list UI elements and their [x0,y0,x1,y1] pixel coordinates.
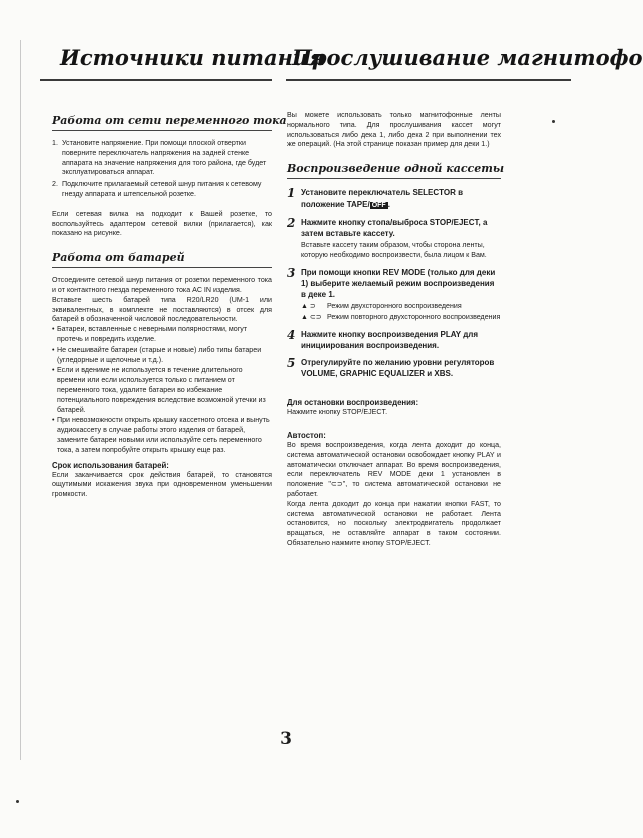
list-item: • Батареи, вставленные с неверными полярностями, могут протечь и повредить изделие. [52,325,272,345]
step-1 [287,187,501,211]
bullet-text: Не смешивайте батареи (старые и новые) либо типы батареи (угледорные и щелочные и т.д.). [57,345,262,364]
scan-speck [552,120,555,123]
battery-life-heading: Срок использования батарей: [52,460,169,470]
list-item: • Если и вдениме не используется в течение длительного времени или если используется только с питанием от переменного тока, удалите батареи во избежание потенциального повреждения вследствие возможной утечки из батарей. [52,366,272,415]
mode-row [301,302,501,312]
mode-label: Режим повторного двухсторонного воспроизведения [327,313,501,322]
step-heading: Отрегулируйте по желанию уровни регуляторов VOLUME, GRAPHIC EQUALIZER и XBS. [301,358,495,379]
bullet-text: Батареи, вставленные с неверными полярностями, могут протечь и повредить изделие. [57,325,248,343]
right-page-title: Прослушивание магнитофо [292,45,643,70]
item-number: 2. [52,180,58,189]
step-heading: Нажмите кнопку воспроизведения PLAY для инициирования воспроизведения. [301,330,479,351]
step-number: 1 [287,186,296,201]
off-badge: OFF [371,201,386,209]
battery-life-text: Если заканчивается срок действия батарей, то становятся ощутимыми искажения звука при одновременном уменьшении громкости. [52,470,272,499]
plug-adapter-note: Если сетевая вилка на подходит к Вашей розетке, то воспользуйтесь адаптером сетевой вилки (прилагается), как показано на рисунке. [52,209,272,238]
step-heading: При помощи кнопки REV MODE (только для деки 1) выберите желаемый режим воспроизведения в деке 1. [301,267,496,299]
step-number: 4 [287,328,296,343]
right-title-rule [286,79,571,81]
one-way-mode-icon: ▲ ⊃ [301,302,316,310]
autostop-heading: Автостоп: [287,430,326,440]
item-text: Подключите прилагаемый сетевой шнур питания к сетевому гнезду аппарата и штепсельной розетке. [62,180,262,198]
scan-edge-line [20,40,21,760]
mode-label: Режим двухсторонного воспроизведения [327,301,462,310]
step-description: Вставьте кассету таким образом, чтобы сторона ленты, которую необходимо воспроизвести, была лицом к Вам. [301,240,487,259]
left-column [52,114,287,500]
step-number: 5 [287,356,296,371]
step-heading [301,188,463,209]
right-column [287,111,505,549]
battery-warnings [52,325,272,455]
step-3 [287,267,501,324]
scan-speck [16,800,19,803]
stop-playback-heading: Для остановки воспроизведения: [287,398,419,408]
bullet-text: Если и вдениме не используется в течение длительного времени или если используется только с питанием от переменного тока, удалите батареи во избежание потенциального повреждения вследствие возможной утечки из батарей. [57,366,266,414]
single-playback-title: Воспроизведение одной кассеты [287,162,501,179]
mode-row [301,313,501,323]
autostop-paragraph-1: Во время воспроизведения, когда лента доходит до конца, система автоматической остановки освобождает кнопку PLAY и автоматически отключает аппарат. Во время воспроизведения, если переключатель REV MODE деки 1 установлен в положение "⊂⊃", то система автоматической остановки не работает. [287,440,501,498]
mains-section-title: Работа от сети переменного тока [52,114,272,131]
step-heading-text: Установите переключатель SELECTOR в положение TAPE/ [301,188,463,209]
step-heading-tail: . [387,199,390,209]
list-item [52,180,272,200]
battery-paragraph-1: Отсоедините сетевой шнур питания от розетки переменного тока и от контактного гнезда переменного тока AC IN изделия. [52,276,272,294]
battery-section-title: Работа от батарей [52,251,272,268]
step-2 [287,217,501,261]
repeat-mode-icon: ▲ ⊂⊃ [301,314,322,322]
bullet-text: При невозможности открыть крышку кассетного отсека и вынуть аудиокассету в случае работы этого изделия от батарей, замените батареи новыми или используйте сеть переменного тока, а затем попробуйте открыть крышку еще раз. [57,416,270,454]
item-text: Установите напряжение. При помощи плоской отвертки поверните переключатель напряжения на задней стенке аппарата на значение напряжения для того района, где будет эксплуатироваться аппарат. [62,139,267,177]
mains-steps [52,139,272,200]
item-number: 1. [52,139,58,147]
list-item: • При невозможности открыть крышку кассетного отсека и вынуть аудиокассету в случае работы этого изделия от батарей, замените батареи новыми или используйте сеть переменного тока, а затем попробуйте открыть крышку еще раз. [52,416,272,455]
page-number: 3 [280,729,292,749]
autostop-paragraph-2: Когда лента доходит до конца при нажатии кнопки FAST, то система автоматической остановки не работает. Лента остановится, но поскольку электродвигатель продолжает вращаться, не оставляйте аппарат в таком состоянии. Обязательно нажмите кнопку STOP/EJECT. [287,499,501,547]
step-number: 2 [287,215,296,230]
list-item [52,139,272,178]
step-heading: Нажмите кнопку стопа/выброса STOP/EJECT, а затем вставьте кассету. [301,217,488,238]
left-page-title: Источники питания [60,45,325,70]
list-item: • Не смешивайте батареи (старые и новые) либо типы батареи (угледорные и щелочные и т.д.). [52,346,272,366]
battery-paragraph-2: Вставьте шесть батарей типа R20/LR20 (UM-1 или эквивалентных, в комплекте не поставляются) в отсек для батарей в обозначенной числовой последовательности. [52,295,272,324]
step-4 [287,329,501,351]
tape-intro: Вы можете использовать только магнитофонные ленты нормального типа. Для прослушивания кассет могут использоваться либо дека 1, либо дека 2 при выполнении тех же операций. (На этой странице показан пример для деки 1.) [287,111,501,149]
left-title-rule [40,79,272,81]
step-number: 3 [287,265,296,280]
step-5 [287,357,501,379]
stop-playback-text: Нажмите кнопку STOP/EJECT. [287,408,388,417]
